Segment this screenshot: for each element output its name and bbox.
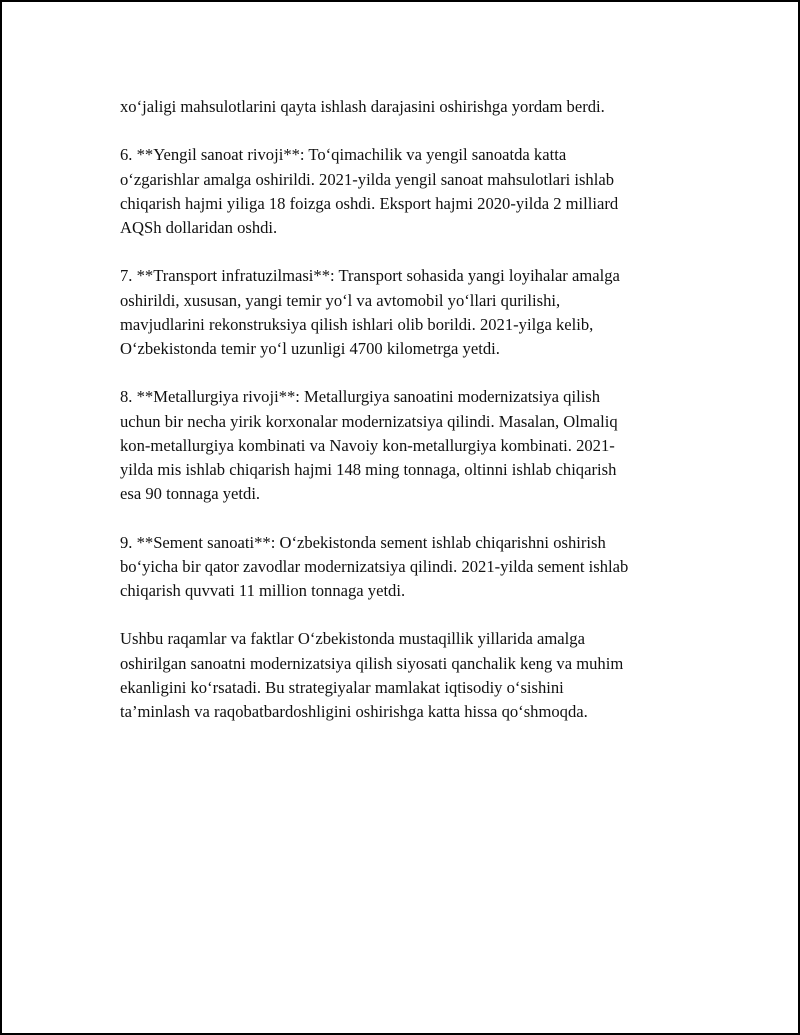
text-line: xo‘jaligi mahsulotlarini qayta ishlash darajasini oshirishga yordam berdi. xyxy=(120,97,605,116)
paragraph-continuation xyxy=(120,95,690,119)
text-line: yilda mis ishlab chiqarish hajmi 148 ming tonnaga, oltinni ishlab chiqarish xyxy=(120,460,617,479)
text-line: mavjudlarini rekonstruksiya qilish ishlari olib borildi. 2021-yilga kelib, xyxy=(120,314,594,334)
text-line: esa 90 tonnaga yetdi. xyxy=(120,484,261,504)
document-body xyxy=(120,95,690,748)
text-line: chiqarish hajmi yiliga 18 foizga oshdi. Eksport hajmi 2020-yilda 2 milliard xyxy=(120,193,619,213)
text-line: O‘zbekistonda temir yo‘l uzunligi 4700 kilometrga yetdi. xyxy=(120,339,500,358)
text-line: ekanligini ko‘rsatadi. Bu strategiyalar mamlakat iqtisodiy o‘sishini xyxy=(120,677,564,697)
paragraph-item-9-cement xyxy=(120,531,690,604)
text-line: kon-metallurgiya kombinati va Navoiy kon-metallurgiya kombinati. 2021- xyxy=(120,435,615,455)
text-line: 8. **Metallurgiya rivoji**: Metallurgiya sanoatini modernizatsiya qilish xyxy=(120,387,601,407)
text-line: AQSh dollaridan oshdi. xyxy=(120,218,278,237)
text-line: ta’minlash va raqobatbardoshligini oshirishga katta hissa qo‘shmoqda. xyxy=(120,702,588,721)
text-line: uchun bir necha yirik korxonalar modernizatsiya qilindi. Masalan, Olmaliq xyxy=(120,411,618,431)
text-line: 9. **Sement sanoati**: O‘zbekistonda sement ishlab chiqarishni oshirish xyxy=(120,532,606,552)
text-line: bo‘yicha bir qator zavodlar modernizatsiya qilindi. 2021-yilda sement ishlab xyxy=(120,556,629,576)
paragraph-item-7-transport xyxy=(120,264,690,361)
paragraph-item-8-metallurgy xyxy=(120,385,690,506)
text-line: o‘zgarishlar amalga oshirildi. 2021-yilda yengil sanoat mahsulotlari ishlab xyxy=(120,169,615,189)
paragraph-item-6-light-industry xyxy=(120,143,690,240)
text-line: oshirildi, xususan, yangi temir yo‘l va avtomobil yo‘llari qurilishi, xyxy=(120,290,561,310)
text-line: chiqarish quvvati 11 million tonnaga yetdi. xyxy=(120,581,406,600)
text-line: 6. **Yengil sanoat rivoji**: To‘qimachilik va yengil sanoatda katta xyxy=(120,145,567,165)
text-line: 7. **Transport infratuzilmasi**: Transport sohasida yangi loyihalar amalga xyxy=(120,266,620,286)
text-line: Ushbu raqamlar va faktlar O‘zbekistonda mustaqillik yillarida amalga xyxy=(120,629,585,649)
text-line: oshirilgan sanoatni modernizatsiya qilish siyosati qanchalik keng va muhim xyxy=(120,653,624,673)
paragraph-conclusion xyxy=(120,627,690,724)
